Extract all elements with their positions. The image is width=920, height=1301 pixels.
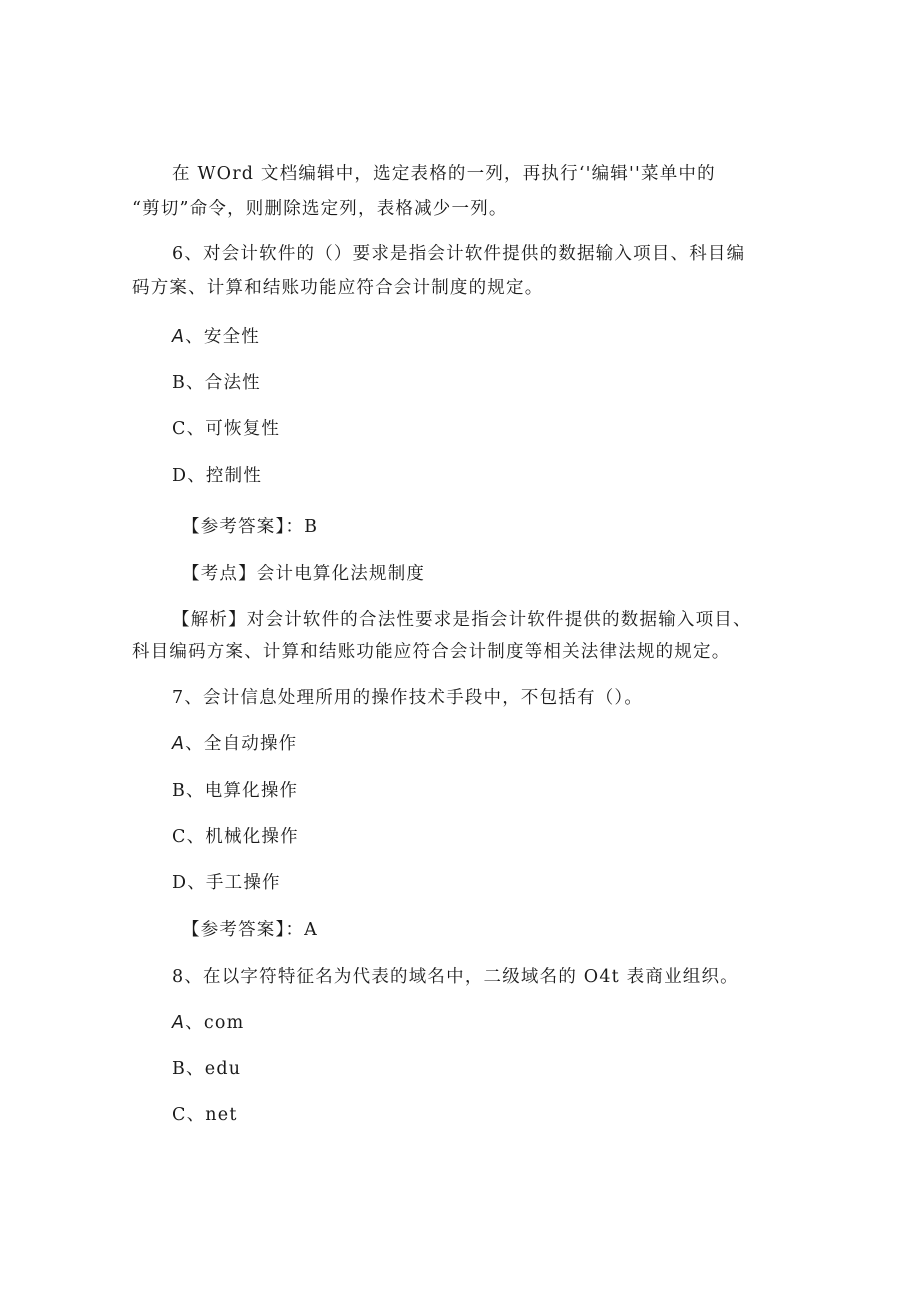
q6-topic: 【考点】会计电算化法规制度 (182, 564, 426, 584)
q6-analysis-line-2: 科目编码方案、计算和结账功能应符合会计制度等相关法律法规的规定。 (132, 642, 731, 662)
q6-stem-line-2: 码方案、计算和结账功能应符合会计制度的规定。 (132, 278, 544, 298)
q8-stem: 8、在以字符特征名为代表的域名中，二级域名的 O4t 表商业组织。 (172, 967, 739, 987)
q6-answer: 【参考答案】：B (182, 517, 319, 537)
q7-answer: 【参考答案】：A (182, 920, 318, 940)
intro-line-1: 在 WOrd 文档编辑中，选定表格的一列，再执行‘'编辑''菜单中的 (172, 164, 716, 184)
q7-option-b: B、电算化操作 (172, 781, 299, 801)
q8-option-a-letter: A (172, 1013, 186, 1033)
q7-option-d: D、手工操作 (172, 873, 281, 893)
q8-option-a-text: 、com (185, 1013, 245, 1033)
q7-option-a-letter: A (172, 734, 186, 754)
q7-option-a (172, 733, 297, 755)
q8-option-b: B、edu (172, 1059, 242, 1079)
q8-option-c: C、net (172, 1105, 238, 1125)
q6-option-a (172, 326, 260, 348)
q6-stem-line-1: 6、对会计软件的（）要求是指会计软件提供的数据输入项目、科目编 (172, 244, 746, 264)
q7-option-c: C、机械化操作 (172, 827, 299, 847)
q6-option-d: D、控制性 (172, 466, 263, 486)
q6-option-a-text: 、安全性 (185, 327, 260, 347)
q6-analysis-line-1: 【解析】对会计软件的合法性要求是指会计软件提供的数据输入项目、 (172, 610, 752, 630)
q6-option-c: C、可恢复性 (172, 419, 281, 439)
intro-line-2: “剪切”命令，则删除选定列，表格减少一列。 (132, 199, 508, 219)
q6-option-a-letter: A (172, 327, 186, 347)
q7-option-a-text: 、全自动操作 (185, 734, 298, 754)
q7-stem: 7、会计信息处理所用的操作技术手段中，不包括有（）。 (172, 688, 644, 708)
q8-option-a (172, 1012, 244, 1034)
q6-option-b: B、合法性 (172, 373, 261, 393)
